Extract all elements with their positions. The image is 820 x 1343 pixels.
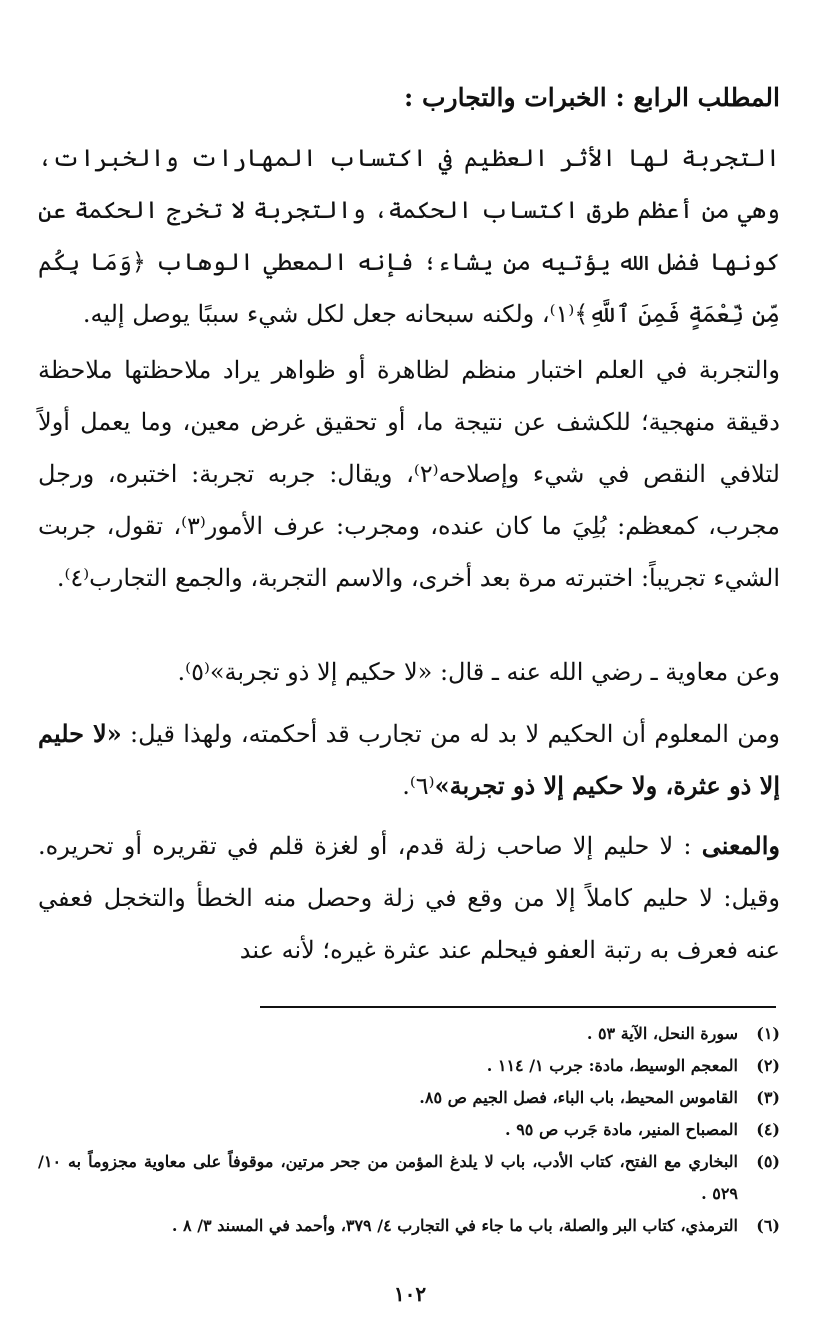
paragraph-proverb: [38, 708, 780, 812]
footnote-number: (٦): [756, 1216, 780, 1235]
footnote-number: (٥): [756, 1152, 780, 1171]
footnote-text: البخاري مع الفتح، كتاب الأدب، باب لا يلدغ المؤمن من جحر مرتين، موقوفاً على معاوية مجزوماً به ١٠/ ٥٢٩ .: [38, 1152, 738, 1203]
paragraph-meaning: [38, 820, 780, 976]
footnote-text: القاموس المحيط، باب الباء، فصل الجيم ص ٨٥.: [419, 1088, 738, 1107]
footnote-number: (٢): [756, 1056, 780, 1075]
paragraph-experience-intro: التجربة لها الأثر العظيم في اكتساب المهارات والخبرات، وهي من أعظم طرق اكتساب الحكمة، والتجربة لا تخرج الحكمة عن كونها فضل الله يؤتيه من يشاء؛ فإنه المعطي الوهاب ﴿وَمَا بِكُم مِّن نِّعْمَةٍ فَمِنَ ٱللَّهِ﴾⁽١⁾، ولكنه سبحانه جعل لكل شيء سببًا يوصل إليه.: [38, 144, 780, 328]
footnote-text: المعجم الوسيط، مادة: جرب ١/ ١١٤ .: [486, 1056, 738, 1075]
footnote-number: (٣): [756, 1088, 780, 1107]
meaning-text: : لا حليم إلا صاحب زلة قدم، أو لغزة قلم في تقريره أو تحريره. وقيل: لا حليم كاملاً إلا من وقع في زلة وحصل منه الخطأ والتخجل فعفي عنه فعرف به رتبة العفو فيحلم عند عثرة غيره؛ لأنه عند: [38, 832, 780, 964]
footnote-4: [38, 1114, 780, 1146]
footnote-5: [38, 1146, 780, 1210]
proverb-footnote-ref: ⁽٦⁾.: [402, 772, 435, 800]
paragraph-muawiya-quote: وعن معاوية ـ رضي الله عنه ـ قال: «لا حكيم إلا ذو تجربة»⁽٥⁾.: [177, 658, 780, 686]
footnote-separator: [260, 1006, 776, 1008]
footnotes: [38, 1018, 780, 1242]
paragraph-experiment-definition: والتجربة في العلم اختبار منظم لظاهرة أو ظواهر يراد ملاحظتها ملاحظة دقيقة منهجية؛ للكشف عن نتيجة ما، أو تحقيق غرض معين، وما يعمل أولاً لتلافي النقص في شيء وإصلاحه⁽٢⁾، ويقال: جربه تجربة: اختبره، ورجل مجرب، كمعظم: بُلِيَ ما كان عنده، ومجرب: عرف الأمور⁽٣⁾، تقول، جربت الشيء تجريباً: اختبرته مرة بعد أخرى، والاسم التجربة، والجمع التجارب⁽٤⁾.: [38, 356, 780, 592]
footnote-number: (١): [756, 1024, 780, 1043]
section-heading: المطلب الرابع : الخبرات والتجارب :: [404, 83, 780, 112]
footnote-2: [38, 1050, 780, 1082]
meaning-label: والمعنى: [701, 831, 780, 860]
proverb-quote: «لا حليم إلا ذو عثرة، ولا حكيم إلا ذو تجربة»: [38, 719, 780, 800]
footnote-text: الترمذي، كتاب البر والصلة، باب ما جاء في التجارب ٤/ ٣٧٩، وأحمد في المسند ٣/ ٨ .: [171, 1216, 738, 1235]
footnote-text: سورة النحل، الآية ٥٣ .: [586, 1024, 738, 1043]
footnote-number: (٤): [756, 1120, 780, 1139]
footnote-1: [38, 1018, 780, 1050]
footnote-3: [38, 1082, 780, 1114]
page-number: ١٠٢: [393, 1282, 427, 1306]
footnote-text: المصباح المنير، مادة جَرب ص ٩٥ .: [505, 1120, 738, 1139]
footnote-6: [38, 1210, 780, 1242]
proverb-intro: ومن المعلوم أن الحكيم لا بد له من تجارب قد أحكمته، ولهذا قيل:: [121, 720, 780, 748]
